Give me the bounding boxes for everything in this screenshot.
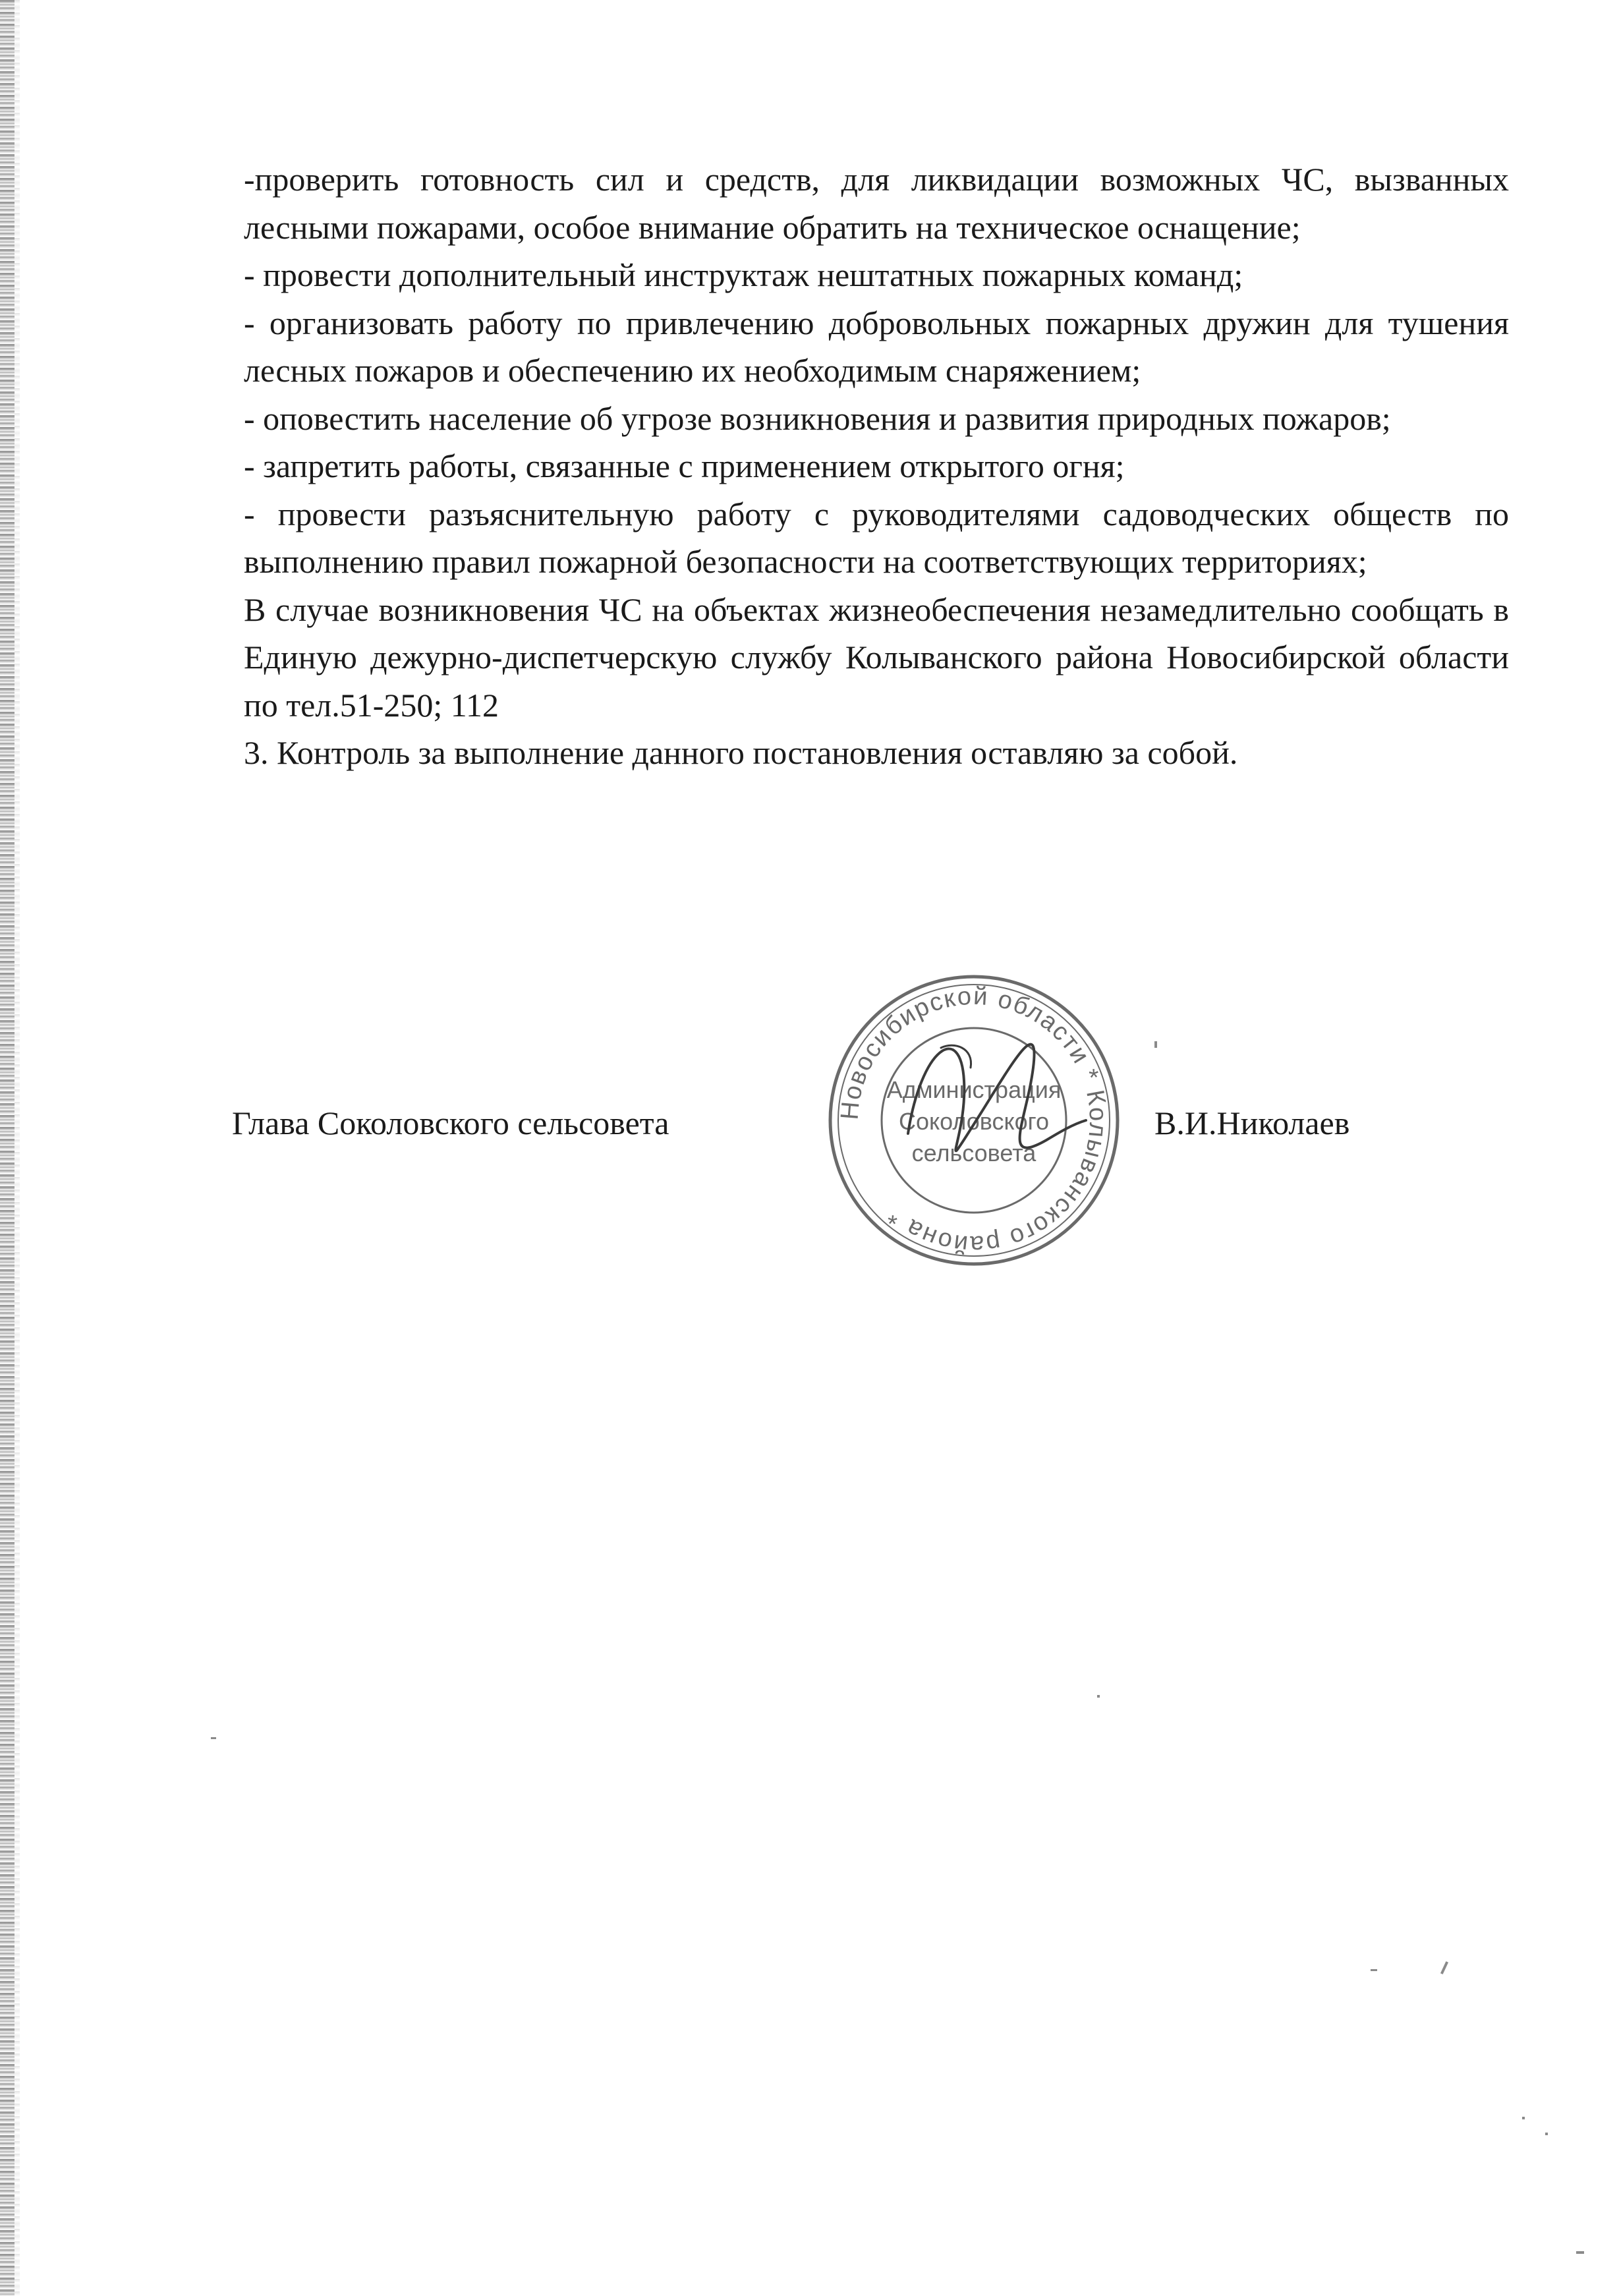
paragraph-5: - запретить работы, связанные с применением открытого огня; [244,447,1125,484]
document-body [244,156,1509,777]
scan-speck [1545,2133,1548,2135]
signatory-name: В.И.Николаев [1154,1105,1350,1141]
stamp-center-line-2: Соколовского [898,1108,1050,1135]
signature-block [0,1099,1619,1152]
paragraph-1: -проверить готовность сил и средств, для ликвидации возможных ЧС, вызванных лесными пожарами, особое внимание обратить на техническое оснащение; [244,161,1509,246]
stamp-center-line-1: Администрация [886,1076,1062,1103]
paragraph-8: 3. Контроль за выполнение данного постановления оставляю за собой. [244,734,1238,771]
scan-speck [1440,1961,1448,1974]
paragraph-4: - оповестить население об угрозе возникновения и развития природных пожаров; [244,399,1391,437]
official-stamp [822,969,1125,1272]
scan-speck [1522,2117,1525,2119]
stamp-outer-text: Новосибирской области * Колыванского района * [836,982,1112,1259]
paragraph-3: - организовать работу по привлечению добровольных пожарных дружин для тушения лесных пожаров и обеспечению их необходимым снаряжением; [244,304,1509,389]
scan-speck [1371,1969,1377,1971]
paragraph-7: В случае возникновения ЧС на объектах жизнеобеспечения незамедлительно сообщать в Единую дежурно-диспетчерскую службу Колыванского района Новосибирской области по тел.51-250; 112 [244,590,1509,724]
signatory-title: Глава Соколовского сельсовета [232,1105,669,1141]
paragraph-6: - провести разъяснительную работу с руководителями садоводческих обществ по выполнению правил пожарной безопасности на соответствующих территориях; [244,495,1509,580]
scan-speck [1576,2251,1584,2254]
stamp-center-line-3: сельсовета [911,1139,1037,1166]
scan-speck [1154,1041,1157,1048]
scan-speck [211,1737,216,1739]
paragraph-2: - провести дополнительный инструктаж нештатных пожарных команд; [244,256,1243,293]
scan-speck [1097,1695,1100,1698]
